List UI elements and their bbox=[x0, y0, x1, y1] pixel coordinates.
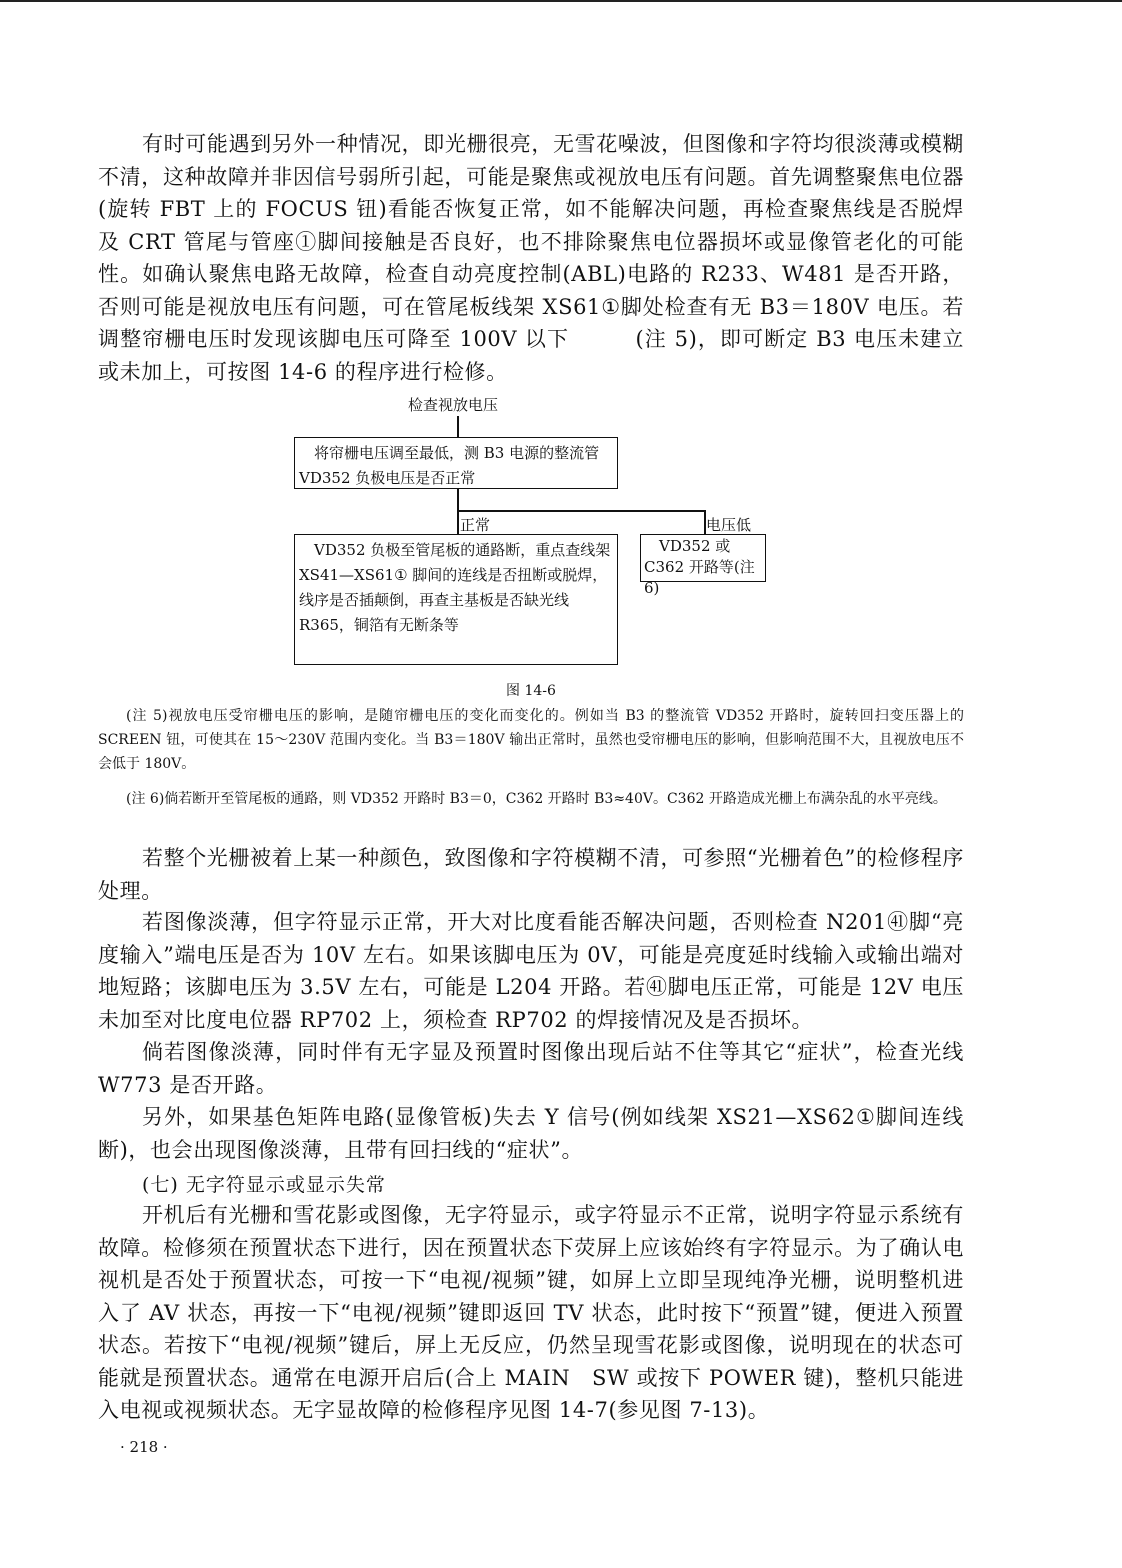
flow-branch-low: 电压低 bbox=[706, 516, 752, 534]
flow-connector bbox=[457, 416, 459, 438]
flow-box-open-circuit: VD352 或 C362 开路等(注 6) bbox=[640, 534, 766, 582]
flow-connector bbox=[457, 488, 459, 535]
page-number: · 218 · bbox=[120, 1438, 168, 1456]
footnote-5: (注 5)视放电压受帘栅电压的影响，是随帘栅电压的变化而变化的。例如当 B3 的整流管 VD352 开路时，旋转回扫变压器上的 SCREEN 钮，可使其在 15～230V 范围内变化。当 B3＝180V 输出正常时，虽然也受帘栅电压的影响，但影响范围不大，且视放电压不会低于 180V。 bbox=[98, 708, 964, 772]
flow-connector bbox=[457, 510, 705, 512]
figure-caption: 图 14-6 bbox=[506, 683, 556, 699]
flow-branch-normal: 正常 bbox=[460, 516, 491, 534]
paragraph-no-osd: 开机后有光栅和雪花影或图像，无字符显示，或字符显示不正常，说明字符显示系统有故障。检修须在预置状态下进行，因在预置状态下荧屏上应该始终有字符显示。为了确认电视机是否处于预置状态，可按一下“电视/视频”键，如屏上立即呈现纯净光栅，说明整机进入了 AV 状态，再按一下“电视/视频”键即返回 TV 状态，此时按下“预置”键，便进入预置状态。若按下“电视/视频”键后，屏上无反应，仍然呈现雪花影或图像，说明现在的状态可能就是预置状态。通常在电源开启后(合上 MAIN SW 或按下 POWER 键)，整机只能进入电视或视频状态。无字显故障的检修程序见图 14-7(参见图 7-13)。 bbox=[98, 1203, 964, 1422]
top-rule bbox=[0, 0, 1122, 2]
paragraph-w773: 倘若图像淡薄，同时伴有无字显及预置时图像出现后站不住等其它“症状”，检查光线 W773 是否开路。 bbox=[98, 1040, 964, 1097]
footnote-6: (注 6)倘若断开至管尾板的通路，则 VD352 开路时 B3＝0，C362 开路时 B3≈40V。C362 开路造成光栅上布满杂乱的水平亮线。 bbox=[126, 791, 947, 807]
paragraph-focus-fault: 有时可能遇到另外一种情况，即光栅很亮，无雪花噪波，但图像和字符均很淡薄或模糊不清，这种故障并非因信号弱所引起，可能是聚焦或视放电压有问题。首先调整聚焦电位器(旋转 FBT 上的 FOCUS 钮)看能否恢复正常，如不能解决问题，再检查聚焦线是否脱焊及 CRT 管尾与管座①脚间接触是否良好，也不排除聚焦电位器损坏或显像管老化的可能性。如确认聚焦电路无故障，检查自动亮度控制(ABL)电路的 R233、W481 是否开路，否则可能是视放电压有问题，可在管尾板线架 XS61①脚处检查有无 B3＝180V 电压。若调整帘栅电压时发现该脚电压可降至 100V 以下 (注 5)，即可断定 B3 电压未建立或未加上，可按图 14-6 的程序进行检修。 bbox=[98, 132, 964, 384]
flow-box-check-vd352: 将帘栅电压调至最低，测 B3 电源的整流管 VD352 负极电压是否正常 bbox=[294, 437, 618, 489]
section-heading: (七) 无字符显示或显示失常 bbox=[142, 1174, 386, 1196]
paragraph-raster-color: 若整个光栅被着上某一种颜色，致图像和字符模糊不清，可参照“光栅着色”的检修程序处理。 bbox=[98, 846, 964, 903]
flow-box-path-broken: VD352 负极至管尾板的通路断，重点查线架 XS41—XS61① 脚间的连线是否扭断或脱焊，线序是否插颠倒，再查主基板是否缺光线 R365，铜箔有无断条等 bbox=[294, 534, 618, 665]
flow-start-label: 检查视放电压 bbox=[408, 396, 499, 414]
paragraph-faint-image: 若图像淡薄，但字符显示正常，开大对比度看能否解决问题，否则检查 N201㊶脚“亮度输入”端电压是否为 10V 左右。如果该脚电压为 0V，可能是亮度延时线输入或输出端对地短路；该脚电压为 3.5V 左右，可能是 L204 开路。若㊶脚电压正常，可能是 12V 电压未加至对比度电位器 RP702 上，须检查 RP702 的焊接情况及是否损坏。 bbox=[98, 910, 964, 1032]
paragraph-y-signal: 另外，如果基色矩阵电路(显像管板)失去 Y 信号(例如线架 XS21—XS62①脚间连线断)，也会出现图像淡薄，且带有回扫线的“症状”。 bbox=[98, 1105, 964, 1162]
